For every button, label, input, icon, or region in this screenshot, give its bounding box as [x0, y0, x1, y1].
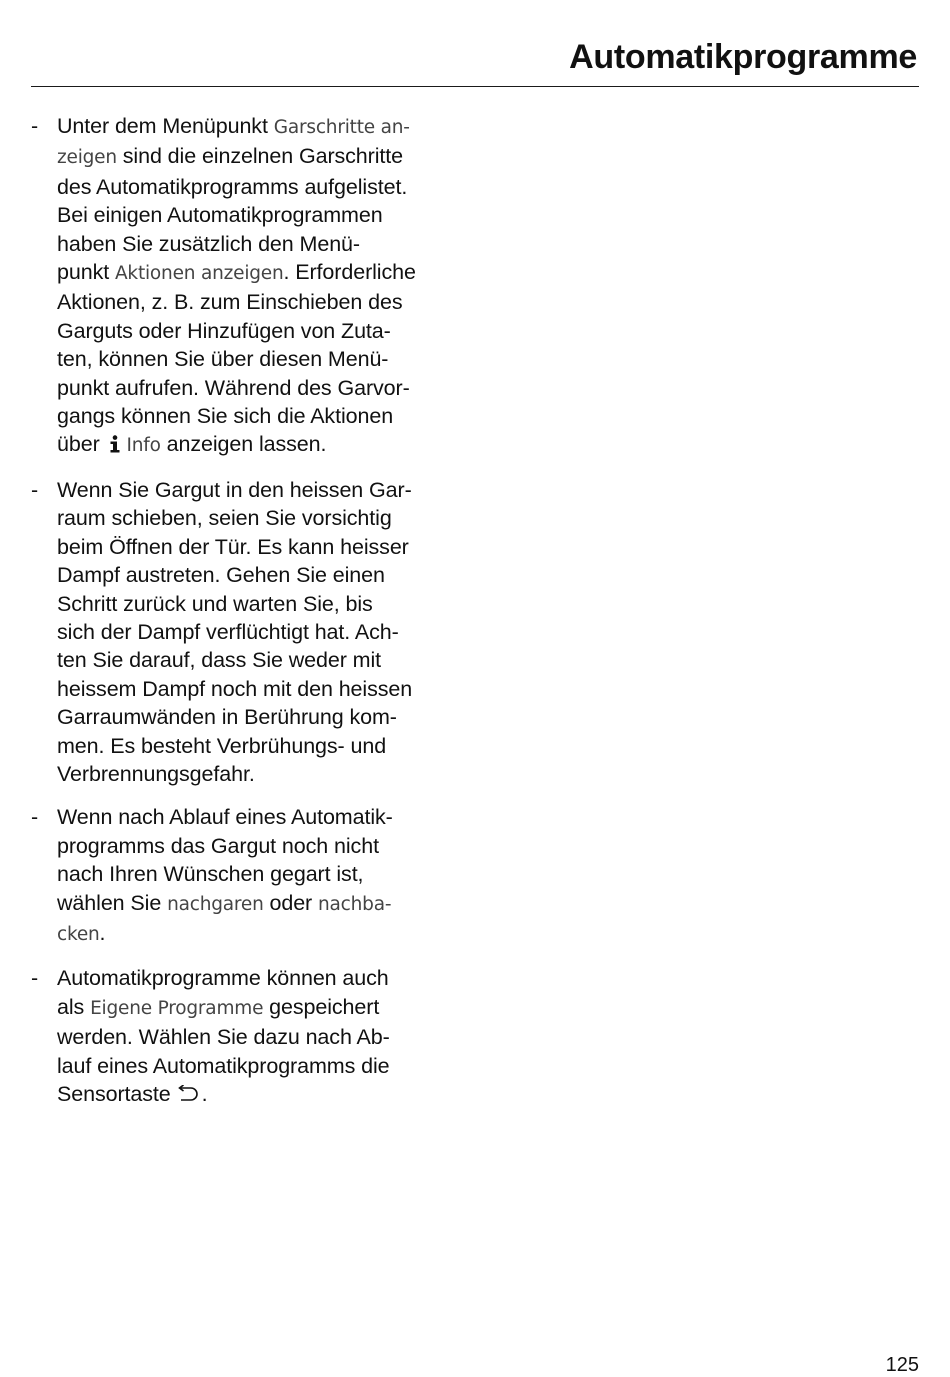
text-run: .	[99, 920, 106, 945]
text-line	[57, 142, 471, 172]
menu-term: Garschritte an-	[273, 117, 410, 138]
list-item-text	[57, 112, 471, 461]
text-line	[57, 430, 471, 460]
page-number: 125	[885, 1354, 919, 1376]
text-run: punkt	[57, 260, 115, 285]
menu-term: zeigen	[57, 147, 117, 169]
menu-term: Eigene Programme	[90, 997, 264, 1019]
back-arrow-icon	[175, 1085, 201, 1103]
list-item	[31, 112, 471, 461]
text-run: . Erforderliche	[283, 260, 416, 285]
text-line: Wenn Sie Gargut in den heissen Gar-	[57, 477, 412, 502]
text-line: haben Sie zusätzlich den Menü-	[57, 231, 360, 256]
text-line: programms das Gargut noch nicht	[57, 833, 379, 858]
info-icon	[108, 435, 122, 453]
text-line: Wenn nach Ablauf eines Automatik-	[57, 805, 393, 830]
text-line: Garguts oder Hinzufügen von Zuta-	[57, 318, 391, 343]
text-line	[57, 919, 471, 949]
page-title: Automatikprogramme	[569, 38, 917, 76]
page-header	[31, 30, 919, 87]
text-line: punkt aufrufen. Während des Garvor-	[57, 375, 410, 400]
text-run: gespeichert	[263, 994, 380, 1019]
text-line	[57, 258, 471, 288]
list-item-text	[57, 964, 471, 1108]
menu-term: nachba-	[318, 893, 392, 915]
list-item-text	[57, 476, 471, 788]
text-line: werden. Wählen Sie dazu nach Ab-	[57, 1025, 390, 1050]
text-run: oder	[263, 890, 318, 915]
text-line: Garraumwänden in Berührung kom-	[57, 705, 397, 730]
text-run: als	[57, 994, 91, 1019]
text-line	[57, 112, 471, 142]
text-line: raum schieben, seien Sie vorsichtig	[57, 506, 392, 531]
list-item	[31, 803, 471, 949]
text-line: beim Öffnen der Tür. Es kann heisser	[57, 534, 409, 559]
list-item	[31, 964, 471, 1108]
text-line: lauf eines Automatikprogramms die	[57, 1053, 390, 1078]
menu-term: nachgaren	[167, 893, 264, 915]
menu-term: Info	[126, 435, 161, 457]
text-run: Unter dem Menüpunkt	[57, 114, 274, 138]
text-line: gangs können Sie sich die Aktionen	[57, 404, 394, 429]
text-line: Schritt zurück und warten Sie, bis	[57, 591, 373, 616]
text-run: sind die einzelnen Garschritte	[116, 144, 404, 169]
text-run: wählen Sie	[57, 890, 168, 915]
text-run: .	[201, 1082, 208, 1106]
text-line: des Automatikprogramms aufgelistet.	[57, 174, 408, 199]
text-line: Bei einigen Automatikprogrammen	[57, 203, 383, 228]
text-line	[57, 889, 471, 919]
text-line	[57, 1080, 471, 1108]
text-run: Sensortaste	[57, 1082, 171, 1106]
text-line: Automatikprogramme können auch	[57, 966, 389, 991]
menu-term: Aktionen anzeigen	[114, 263, 284, 285]
text-line	[57, 993, 471, 1023]
text-line: Verbrennungsgefahr.	[57, 761, 255, 786]
bullet-dash: -	[31, 114, 39, 138]
text-line: Dampf austreten. Gehen Sie einen	[57, 563, 385, 588]
text-line: sich der Dampf verflüchtigt hat. Ach-	[57, 619, 399, 644]
text-run: über	[57, 432, 106, 457]
bullet-dash: -	[31, 966, 39, 991]
text-run: anzeigen lassen.	[160, 432, 327, 457]
text-line: ten, können Sie über diesen Menü-	[57, 347, 389, 372]
list-item	[31, 476, 471, 788]
bullet-dash: -	[31, 805, 39, 830]
list-item-text	[57, 803, 471, 949]
text-line: nach Ihren Wünschen gegart ist,	[57, 862, 364, 887]
bullet-dash: -	[31, 477, 39, 502]
text-line: Aktionen, z. B. zum Einschieben des	[57, 290, 403, 315]
text-line: men. Es besteht Verbrühungs- und	[57, 733, 387, 758]
bullet-list	[31, 112, 471, 1123]
text-line: heissem Dampf noch mit den heissen	[57, 676, 413, 701]
text-line: ten Sie darauf, dass Sie weder mit	[57, 648, 382, 673]
menu-term: cken	[57, 923, 100, 945]
